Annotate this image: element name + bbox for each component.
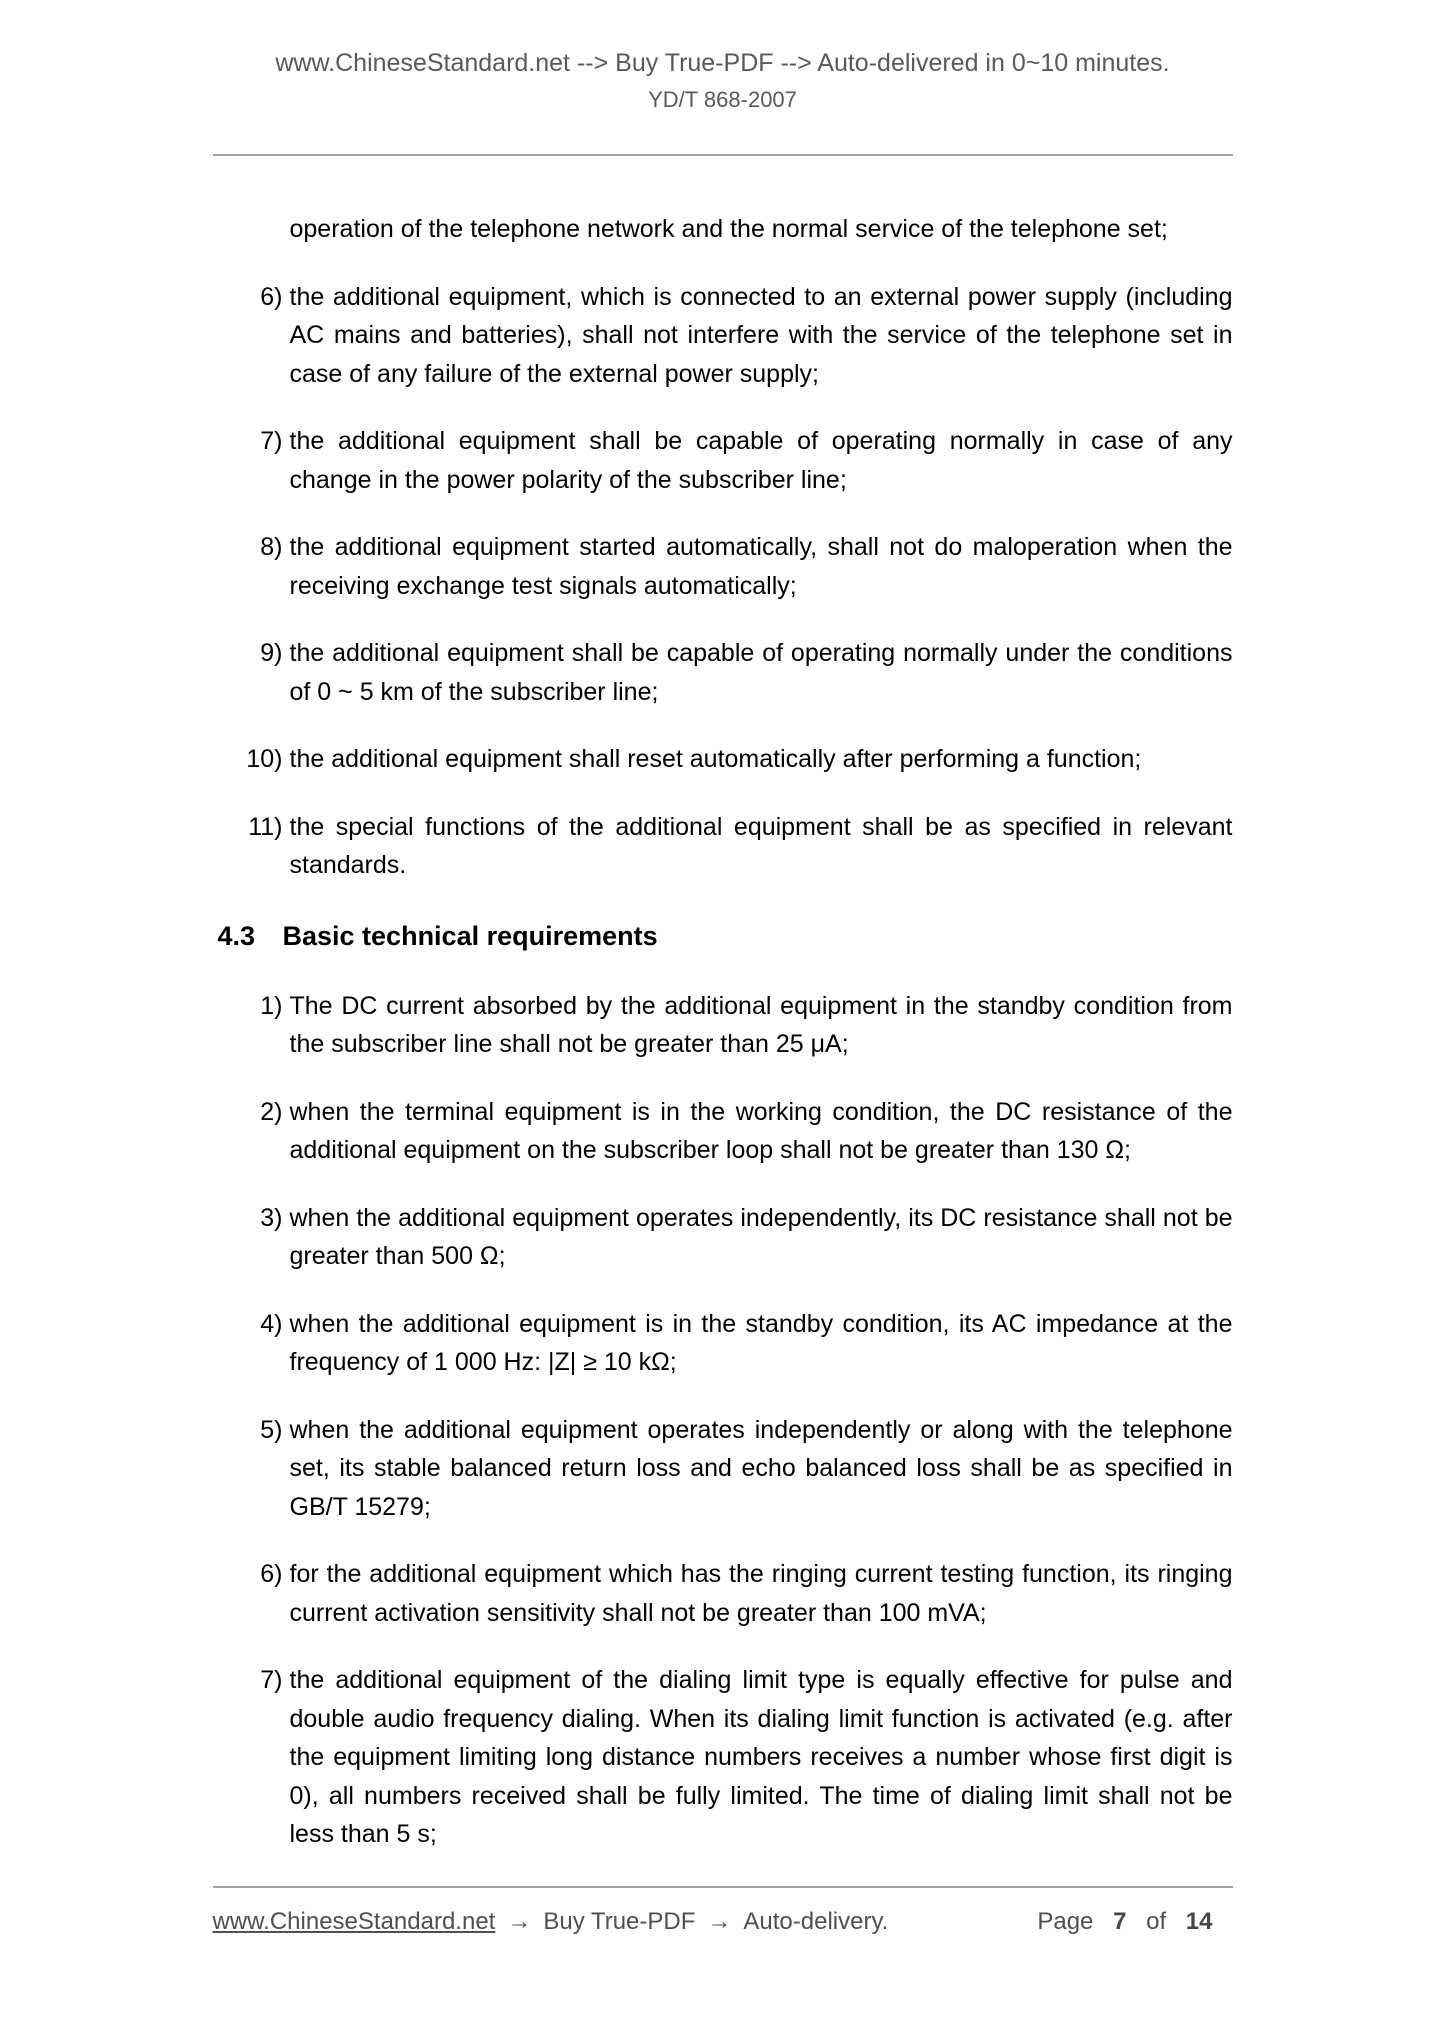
list-item-number: 10) [246, 745, 283, 773]
list-item-number: 8) [260, 533, 283, 561]
page-indicator [1037, 1907, 1232, 1937]
footer-step-buy: Buy True-PDF [543, 1908, 696, 1935]
page-header [0, 0, 1445, 113]
list-item-number: 11) [248, 812, 283, 841]
list-item-number: 6) [260, 1560, 283, 1588]
arrow-right-icon: → [507, 1908, 532, 1935]
list-item-number: 6) [260, 282, 283, 311]
list-item [251, 1661, 1233, 1854]
list-item [246, 740, 1233, 779]
list-item-text: the additional equipment shall be capable of operating normally in case of any change in the power polarity of the subscriber line; [289, 427, 1233, 494]
list-item-number: 1) [260, 991, 283, 1020]
list-item-text: for the additional equipment which has the ringing current testing function, its ringing current activation sensitivity shall not be greater than 100 mVA; [289, 1560, 1233, 1627]
list-item [251, 634, 1233, 711]
footer-site-link[interactable]: www.ChineseStandard.net [212, 1908, 496, 1935]
page-current: 7 [1113, 1908, 1127, 1935]
footer-row [213, 1907, 1233, 1937]
list-item-text: when the terminal equipment is in the working condition, the DC resistance of the additional equipment on the subscriber loop shall not be greater than 130 Ω; [289, 1097, 1233, 1164]
footer-step-delivery: Auto-delivery. [743, 1908, 889, 1935]
list-item-text: the additional equipment started automatically, shall not do maloperation when the receiving exchange test signals automatically; [289, 533, 1233, 600]
section-number: 4.3 [217, 920, 256, 951]
list-item [251, 1305, 1233, 1382]
list-item [251, 1093, 1233, 1170]
list-item-text: the additional equipment, which is connected to an external power supply (including AC mains and batteries), shall not interfere with the service of the telephone set in case of any failure of the external power supply; [289, 282, 1233, 388]
list-item-text: The DC current absorbed by the additional equipment in the standby condition from the subscriber line shall not be greater than 25 μA; [289, 991, 1233, 1058]
list-item-text: when the additional equipment is in the standby condition, its AC impedance at the frequency of 1 000 Hz: |Z| ≥ 10 kΩ; [289, 1309, 1233, 1376]
list-item-number: 4) [260, 1309, 283, 1338]
list-item [248, 808, 1233, 885]
section-heading [218, 916, 1233, 956]
list-item [251, 422, 1233, 499]
list-item-number: 7) [260, 427, 283, 455]
section-title: Basic technical requirements [282, 920, 658, 951]
list-item-text: the special functions of the additional equipment shall be as specified in relevant standards. [289, 812, 1233, 879]
list-item-text: when the additional equipment operates independently, its DC resistance shall not be greater than 500 Ω; [289, 1203, 1233, 1270]
list-item-number: 3) [260, 1203, 283, 1232]
list-item [251, 528, 1233, 605]
list-item-number: 2) [260, 1097, 283, 1126]
footer-breadcrumb [213, 1907, 889, 1937]
document-body [213, 210, 1233, 1854]
page-label: Page [1037, 1908, 1094, 1935]
list-item-number: 5) [260, 1415, 283, 1444]
list-item-text: when the additional equipment operates independently or along with the telephone set, its stable balanced return loss and echo balanced loss shall be as specified in GB/T 15279; [289, 1415, 1233, 1521]
list-item [251, 278, 1233, 394]
footer-divider [213, 1886, 1233, 1888]
arrow-right-icon: → [707, 1908, 732, 1935]
page-total: 14 [1185, 1908, 1213, 1935]
list-item-number: 7) [260, 1666, 283, 1694]
list-item-text: the additional equipment of the dialing limit type is equally effective for pulse and double audio frequency dialing. When its dialing limit function is activated (e.g. after the equipment limiting long distance numbers receives a number whose first digit is 0), all numbers received shall be fully limited. The time of dialing limit shall not be less than 5 s; [289, 1666, 1233, 1848]
document-number: YD/T 868-2007 [648, 87, 797, 112]
page-of-label: of [1146, 1908, 1167, 1935]
header-divider [213, 154, 1233, 156]
page-footer [213, 1886, 1233, 1937]
list-item [251, 987, 1233, 1064]
header-tagline: www.ChineseStandard.net --> Buy True-PDF --> Auto-delivered in 0~10 minutes. [275, 49, 1170, 77]
list-item-number: 9) [260, 639, 283, 667]
continuation-paragraph: operation of the telephone network and the normal service of the telephone set; [289, 215, 1168, 243]
list-item-text: the additional equipment shall reset automatically after performing a function; [289, 745, 1142, 773]
list-item-text: the additional equipment shall be capable of operating normally under the conditions of 0 ~ 5 km of the subscriber line; [289, 639, 1233, 706]
list-item [251, 1555, 1233, 1632]
list-item [251, 1199, 1233, 1276]
list-item [251, 1411, 1233, 1527]
